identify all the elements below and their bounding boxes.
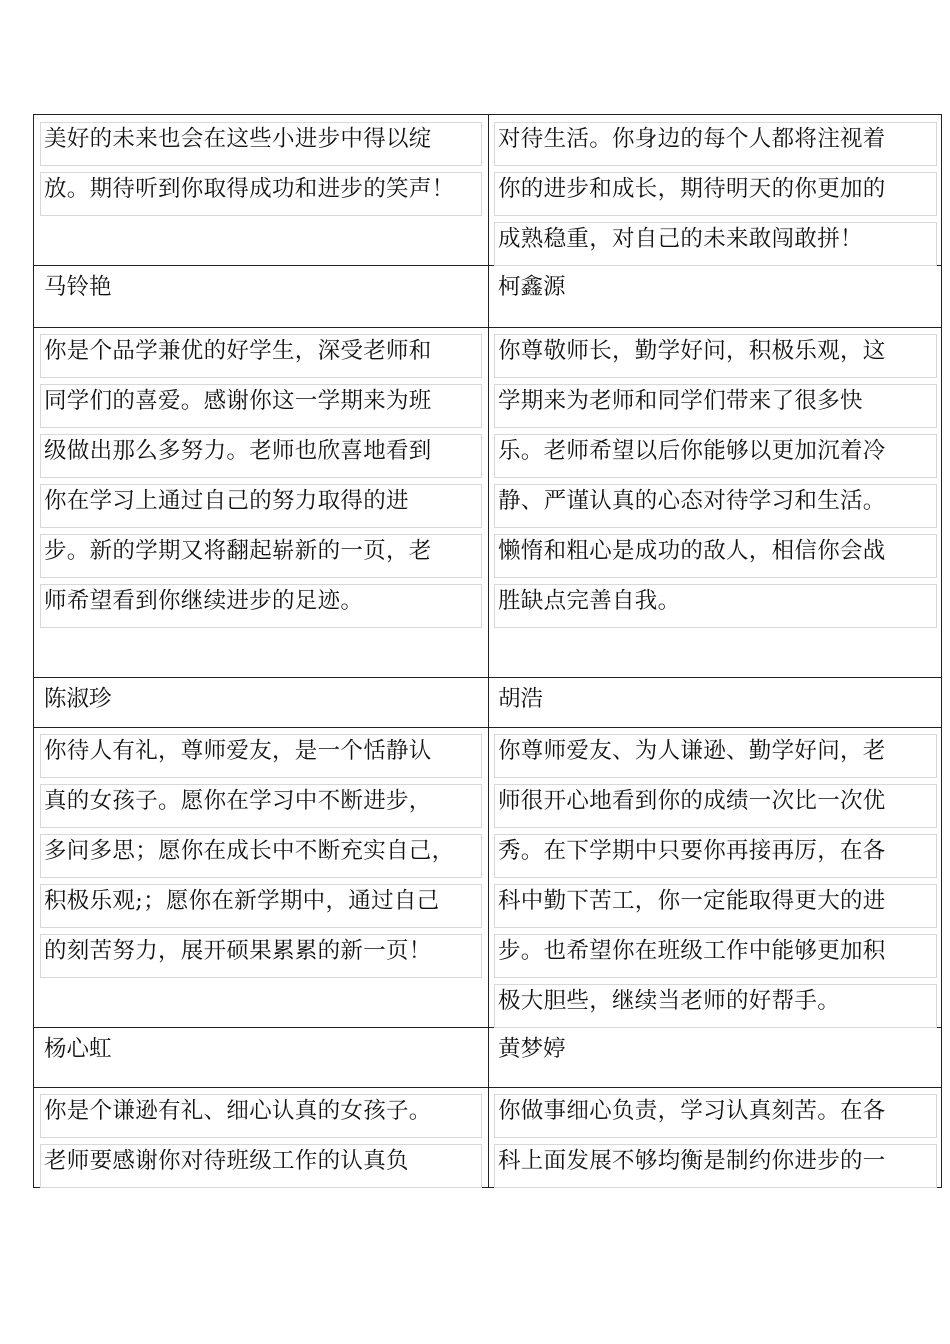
student-name-cell [488, 677, 943, 727]
student-name: 黄梦婷 [498, 1036, 566, 1062]
student-name: 胡浩 [498, 686, 544, 712]
comment-line: 你在学习上通过自己的努力取得的进 [44, 488, 409, 514]
comment-line: 你是个谦逊有礼、细心认真的女孩子。 [44, 1098, 432, 1124]
comment-line: 你的进步和成长，期待明天的你更加的 [498, 176, 886, 202]
comment-line: 你尊师爱友、为人谦逊、勤学好问，老 [498, 738, 886, 764]
comment-line: 科上面发展不够均衡是制约你进步的一 [498, 1148, 886, 1174]
comment-line: 美好的未来也会在这些小进步中得以绽 [44, 126, 432, 152]
student-name-cell [488, 1027, 943, 1087]
comment-cell [488, 727, 943, 1027]
comment-line: 放。期待听到你取得成功和进步的笑声！ [44, 176, 455, 202]
comment-cell [488, 327, 943, 677]
student-name-cell [34, 1027, 488, 1087]
comment-cell [488, 1087, 943, 1189]
comment-line: 积极乐观;；愿你在新学期中，通过自己 [44, 888, 440, 914]
comment-line: 真的女孩子。愿你在学习中不断进步， [44, 788, 432, 814]
student-name: 柯鑫源 [498, 274, 566, 300]
comment-line: 老师要感谢你对待班级工作的认真负 [44, 1148, 409, 1174]
comment-cell [34, 115, 488, 265]
comment-line: 步。也希望你在班级工作中能够更加积 [498, 938, 886, 964]
comment-cell [34, 1087, 488, 1189]
student-name-cell [34, 677, 488, 727]
comment-line: 级做出那么多努力。老师也欣喜地看到 [44, 438, 432, 464]
comment-line: 极大胆些，继续当老师的好帮手。 [498, 988, 841, 1014]
comment-line: 步。新的学期又将翻起崭新的一页，老 [44, 538, 432, 564]
student-name-cell [488, 265, 943, 327]
comment-cell [34, 727, 488, 1027]
student-name: 杨心虹 [44, 1036, 112, 1062]
student-name: 陈淑珍 [44, 686, 112, 712]
comments-table [33, 114, 942, 1188]
comment-cell [34, 327, 488, 677]
comment-line: 静、严谨认真的心态对待学习和生活。 [498, 488, 886, 514]
comment-line: 的刻苦努力，展开硕果累累的新一页！ [44, 938, 432, 964]
comment-line: 成熟稳重，对自己的未来敢闯敢拼！ [498, 226, 863, 252]
comment-line: 你是个品学兼优的好学生，深受老师和 [44, 338, 432, 364]
comment-line: 对待生活。你身边的每个人都将注视着 [498, 126, 886, 152]
comment-line: 秀。在下学期中只要你再接再厉，在各 [498, 838, 886, 864]
comment-line: 你尊敬师长，勤学好问，积极乐观，这 [498, 338, 886, 364]
comment-line: 同学们的喜爱。感谢你这一学期来为班 [44, 388, 432, 414]
student-name-cell [34, 265, 488, 327]
comment-line: 师很开心地看到你的成绩一次比一次优 [498, 788, 886, 814]
comment-line: 胜缺点完善自我。 [498, 588, 681, 614]
comment-line: 科中勤下苦工，你一定能取得更大的进 [498, 888, 886, 914]
comment-line: 乐。老师希望以后你能够以更加沉着冷 [498, 438, 886, 464]
comment-line: 学期来为老师和同学们带来了很多快 [498, 388, 863, 414]
student-name: 马铃艳 [44, 274, 112, 300]
comment-line: 师希望看到你继续进步的足迹。 [44, 588, 364, 614]
comment-line: 懒惰和粗心是成功的敌人，相信你会战 [498, 538, 886, 564]
comment-line: 你待人有礼，尊师爱友，是一个恬静认 [44, 738, 432, 764]
comment-line: 你做事细心负责，学习认真刻苦。在各 [498, 1098, 886, 1124]
comment-line: 多问多思；愿你在成长中不断充实自己， [44, 838, 455, 864]
comment-cell [488, 115, 943, 265]
